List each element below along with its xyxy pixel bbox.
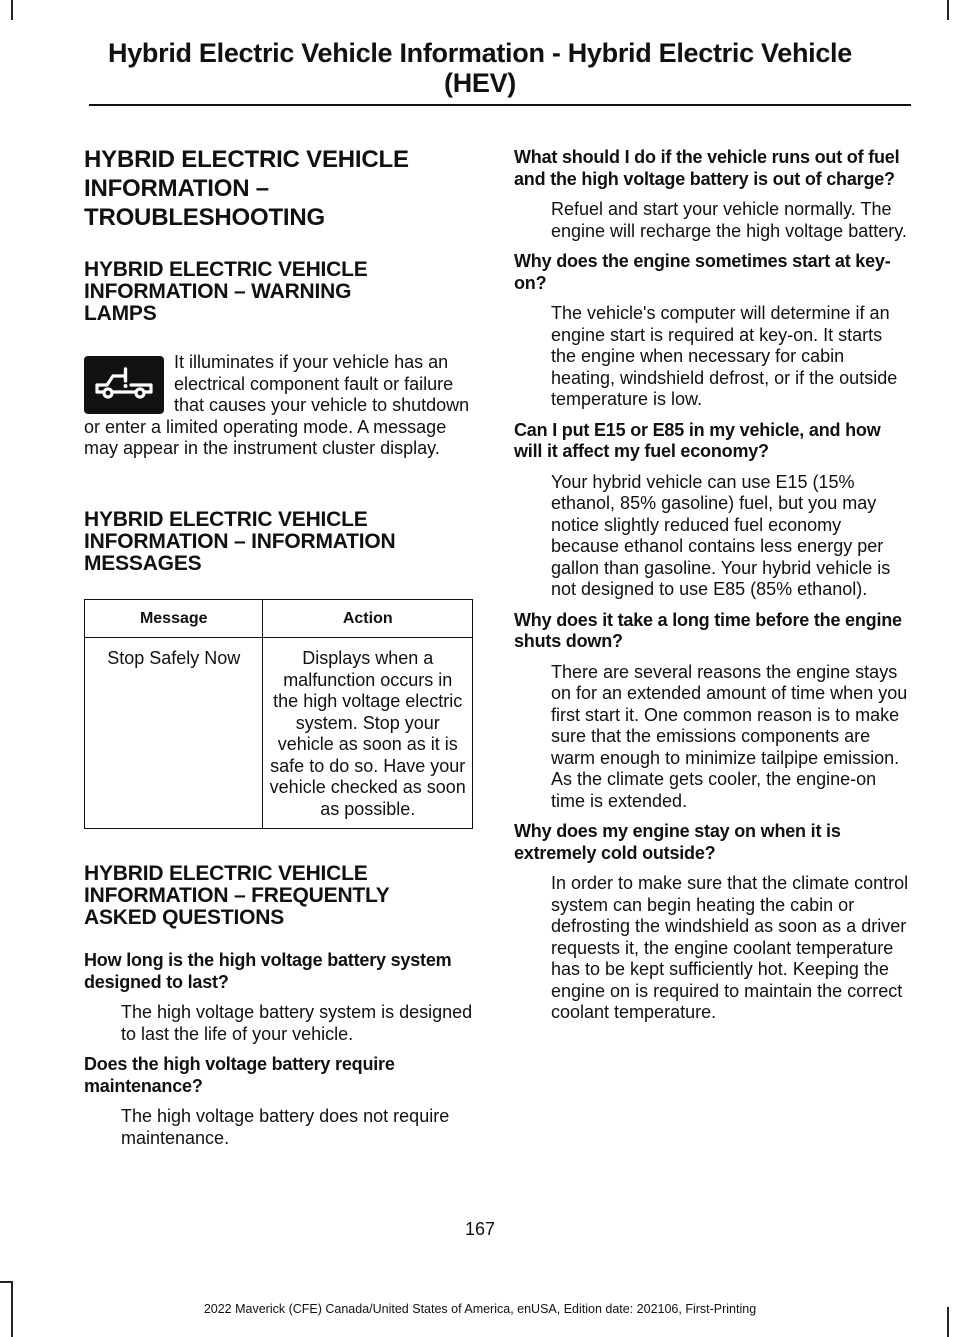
faq-question: Why does it take a long time before the engine shuts down? xyxy=(514,609,902,651)
faq-question: Does the high voltage battery require maintenance? xyxy=(84,1054,395,1096)
faq-question: Why does the engine sometimes start at key-on? xyxy=(514,251,891,293)
crop-mark xyxy=(0,1281,13,1283)
info-messages-heading xyxy=(84,509,476,575)
faq-question: Can I put E15 or E85 in my vehicle, and how will it affect my fuel economy? xyxy=(514,419,881,461)
faq-question: Why does my engine stay on when it is extremely cold outside? xyxy=(514,821,841,863)
page-header-title xyxy=(40,38,920,98)
faq-answer: Refuel and start your vehicle normally. The engine will recharge the high voltage battery. xyxy=(551,199,907,241)
message-cell: Stop Safely Now xyxy=(85,638,263,829)
heading-line: LAMPS xyxy=(84,302,157,325)
section-title-line: HYBRID ELECTRIC VEHICLE xyxy=(84,146,409,173)
heading-line: HYBRID ELECTRIC VEHICLE xyxy=(84,507,368,531)
heading-line: MESSAGES xyxy=(84,551,202,575)
section-title-line: TROUBLESHOOTING xyxy=(84,204,325,231)
header-title-line2: (HEV) xyxy=(444,68,516,98)
header-title-line1: Hybrid Electric Vehicle Information - Hybrid Electric Vehicle xyxy=(108,38,852,68)
action-cell: Displays when a malfunction occurs in the high voltage electric system. Stop your vehicle as soon as it is safe to do so. Have your vehicle checked as soon as possible. xyxy=(269,648,466,819)
page-number: 167 xyxy=(464,1219,496,1239)
left-column xyxy=(84,145,476,1149)
page-footer: 2022 Maverick (CFE) Canada/United States of America, enUSA, Edition date: 202106, First-Printing xyxy=(203,1302,757,1316)
column-header-message: Message xyxy=(85,599,263,638)
heading-line: HYBRID ELECTRIC VEHICLE xyxy=(84,258,368,281)
crop-mark xyxy=(947,0,949,20)
faq-question: How long is the high voltage battery system designed to last? xyxy=(84,950,452,992)
faq-answer: The high voltage battery does not require maintenance. xyxy=(121,1106,450,1148)
faq-answer: In order to make sure that the climate control system can begin heating the cabin or defrosting the windshield as soon as a driver requests it, the engine coolant temperature has to be kept sufficiently hot. Keeping the engine on is required to maintain the correct coolant temperature. xyxy=(551,873,909,1022)
header-rule xyxy=(89,104,911,106)
heading-line: ASKED QUESTIONS xyxy=(84,906,285,929)
table-header-row xyxy=(85,599,473,638)
crop-mark xyxy=(11,0,13,20)
column-header-action: Action xyxy=(263,599,473,638)
warning-lamps-heading xyxy=(84,259,476,325)
faq-answer: There are several reasons the engine stays on for an extended amount of time when you first start it. One common reason is to make sure that the emissions components are warm enough to minimize tailpipe emission. As the climate gets cooler, the engine-on time is extended. xyxy=(551,661,908,811)
warning-lamp-block xyxy=(84,352,476,460)
heading-line: HYBRID ELECTRIC VEHICLE xyxy=(84,862,368,885)
faq-answer: The high voltage battery system is designed to last the life of your vehicle. xyxy=(121,1002,473,1044)
warning-lamp-text: It illuminates if your vehicle has an electrical component fault or failure that causes your vehicle to shutdown or enter a limited operating mode. A message may appear in the instrument cluster display. xyxy=(84,352,470,458)
faq-heading xyxy=(84,863,476,929)
heading-line: INFORMATION – INFORMATION xyxy=(84,529,396,553)
heading-line: INFORMATION – FREQUENTLY xyxy=(84,884,390,907)
faq-answer: Your hybrid vehicle can use E15 (15% ethanol, 85% gasoline) fuel, but you may notice slightly reduced fuel economy because ethanol contains less energy per gallon than gasoline. Your hybrid vehicle is not designed to use E85 (85% ethanol). xyxy=(551,471,891,599)
faq-answer: The vehicle's computer will determine if an engine start is required at key-on. It starts the engine when necessary for cabin heating, windshield defrost, or if the outside temperature is low. xyxy=(551,303,898,409)
right-column xyxy=(514,147,910,1024)
table-row xyxy=(85,638,473,829)
section-title-line: INFORMATION – xyxy=(84,175,269,202)
section-title xyxy=(84,145,476,232)
faq-question: What should I do if the vehicle runs out of fuel and the high voltage battery is out of charge? xyxy=(514,147,900,189)
heading-line: INFORMATION – WARNING xyxy=(84,280,352,303)
vehicle-warning-icon xyxy=(84,356,164,414)
info-messages-table xyxy=(84,599,473,830)
